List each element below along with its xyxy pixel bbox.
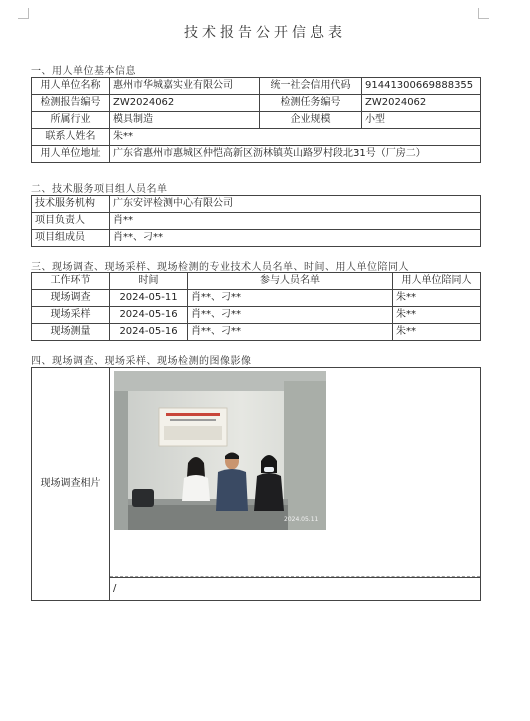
- table-row: [32, 307, 481, 324]
- project-leader-label: 项目负责人: [32, 213, 110, 230]
- date-cell: 2024-05-16: [110, 307, 188, 324]
- team-members-value: 肖**、刁**: [110, 230, 481, 247]
- employer-name-value: 惠州市华城嘉实业有限公司: [110, 78, 260, 95]
- members-cell: 肖**、刁**: [188, 290, 393, 307]
- table-row: [32, 112, 481, 129]
- project-team-table: [31, 195, 481, 247]
- table-row: [32, 368, 481, 578]
- table-row: [32, 213, 481, 230]
- table-row: [32, 129, 481, 146]
- section4-heading: 四、现场调查、现场采样、现场检测的图像影像: [31, 356, 252, 367]
- table-row: [32, 290, 481, 307]
- employer-info-table: [31, 77, 481, 163]
- credit-code-value: 91441300669888355: [362, 78, 481, 95]
- industry-label: 所属行业: [32, 112, 110, 129]
- empty-photo-cell: /: [110, 578, 481, 601]
- report-number-label: 检测报告编号: [32, 95, 110, 112]
- photo-label: 现场调查相片: [32, 368, 110, 601]
- report-number-value: ZW2024062: [110, 95, 260, 112]
- photo-timestamp: 2024.05.11: [284, 516, 319, 523]
- escort-cell: 朱**: [393, 324, 481, 341]
- table-row: [32, 324, 481, 341]
- project-leader-value: 肖**: [110, 213, 481, 230]
- address-value: 广东省惠州市惠城区仲恺高新区沥林镇英山路罗村段北31号（厂房二）: [110, 146, 481, 163]
- company-size-value: 小型: [362, 112, 481, 129]
- header-stage: 工作环节: [32, 273, 110, 290]
- header-date: 时间: [110, 273, 188, 290]
- credit-code-label: 统一社会信用代码: [260, 78, 362, 95]
- table-row: [32, 95, 481, 112]
- image-table: [31, 367, 481, 601]
- escort-cell: 朱**: [393, 307, 481, 324]
- page-corner-mark-right: [478, 8, 489, 19]
- stage-cell: 现场采样: [32, 307, 110, 324]
- contact-name-label: 联系人姓名: [32, 129, 110, 146]
- task-number-label: 检测任务编号: [260, 95, 362, 112]
- task-number-value: ZW2024062: [362, 95, 481, 112]
- company-size-label: 企业规模: [260, 112, 362, 129]
- table-row: [32, 78, 481, 95]
- header-members: 参与人员名单: [188, 273, 393, 290]
- address-label: 用人单位地址: [32, 146, 110, 163]
- page-corner-mark-left: [18, 8, 29, 19]
- service-org-label: 技术服务机构: [32, 196, 110, 213]
- date-cell: 2024-05-11: [110, 290, 188, 307]
- table-row: [32, 196, 481, 213]
- header-escort: 用人单位陪同人: [393, 273, 481, 290]
- section3-heading: 三、现场调查、现场采样、现场检测的专业技术人员名单、时间、用人单位陪同人: [31, 262, 409, 273]
- photo-cell: [110, 368, 481, 578]
- date-cell: 2024-05-16: [110, 324, 188, 341]
- section2-heading: 二、技术服务项目组人员名单: [31, 184, 168, 195]
- table-row: [32, 230, 481, 247]
- stage-cell: 现场测量: [32, 324, 110, 341]
- members-cell: 肖**、刁**: [188, 324, 393, 341]
- section1-heading: 一、用人单位基本信息: [31, 66, 136, 77]
- field-work-table: [31, 272, 481, 341]
- site-survey-photo: [114, 371, 326, 530]
- photo-divider: [110, 576, 480, 577]
- escort-cell: 朱**: [393, 290, 481, 307]
- industry-value: 模具制造: [110, 112, 260, 129]
- table-header-row: [32, 273, 481, 290]
- document-title: 技术报告公开信息表: [184, 25, 346, 41]
- employer-name-label: 用人单位名称: [32, 78, 110, 95]
- stage-cell: 现场调查: [32, 290, 110, 307]
- table-row: [32, 146, 481, 163]
- service-org-value: 广东安评检测中心有限公司: [110, 196, 481, 213]
- team-members-label: 项目组成员: [32, 230, 110, 247]
- contact-name-value: 朱**: [110, 129, 481, 146]
- members-cell: 肖**、刁**: [188, 307, 393, 324]
